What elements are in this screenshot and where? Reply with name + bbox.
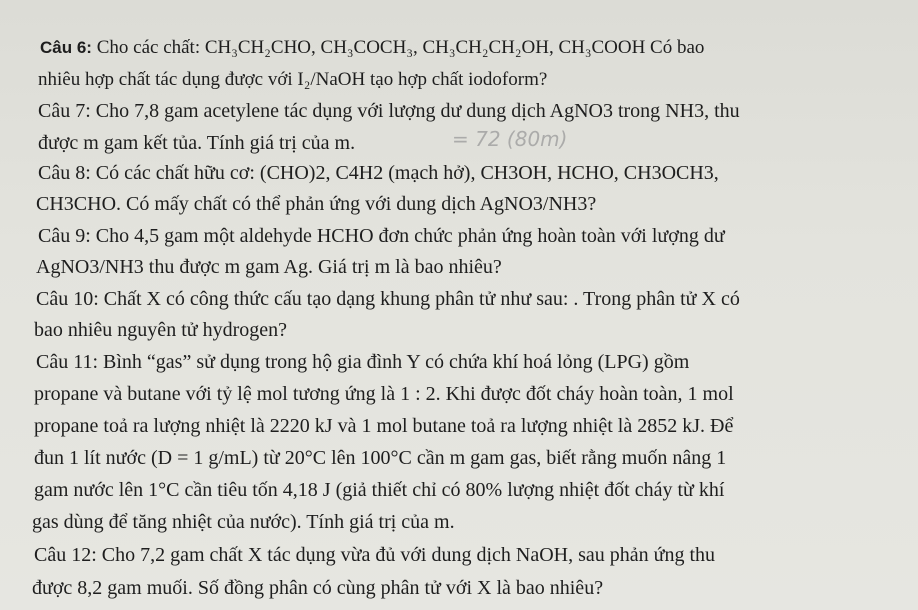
question-11-line-1: Câu 11: Bình “gas” sử dụng trong hộ gia đình Y có chứa khí hoá lỏng (LPG) gồm (36, 351, 690, 373)
question-12-line-1: Câu 12: Cho 7,2 gam chất X tác dụng vừa đủ với dung dịch NaOH, sau phản ứng thu (34, 544, 716, 566)
question-7-line-1: Câu 7: Cho 7,8 gam acetylene tác dụng với lượng dư dung dịch AgNO3 trong NH3, thu (38, 100, 740, 122)
question-11-line-4: đun 1 lít nước (D = 1 g/mL) từ 20°C lên 100°C cần m gam gas, biết rằng muốn nâng 1 (34, 447, 727, 469)
question-11-line-6: gas dùng để tăng nhiệt của nước). Tính giá trị của m. (32, 511, 455, 533)
question-9-line-1: Câu 9: Cho 4,5 gam một aldehyde HCHO đơn chức phản ứng hoàn toàn với lượng dư (38, 225, 725, 247)
question-12-line-2: được 8,2 gam muối. Số đồng phân có cùng phân tử với X là bao nhiêu? (32, 577, 604, 599)
question-11-line-2: propane và butane với tỷ lệ mol tương ứng là 1 : 2. Khi được đốt cháy hoàn toàn, 1 mol (34, 383, 734, 405)
question-7-line-2: được m gam kết tủa. Tính giá trị của m. (38, 132, 356, 154)
question-11-line-5: gam nước lên 1°C cần tiêu tốn 4,18 J (giả thiết chỉ có 80% lượng nhiệt đốt cháy từ khí (34, 479, 725, 501)
question-11-line-3: propane toả ra lượng nhiệt là 2220 kJ và 1 mol butane toả ra lượng nhiệt là 2852 kJ. Để (34, 415, 734, 437)
question-8-line-1: Câu 8: Có các chất hữu cơ: (CHO)2, C4H2 (mạch hở), CH3OH, HCHO, CH3OCH3, (38, 162, 719, 184)
question-8-line-2: CH3CHO. Có mấy chất có thể phản ứng với dung dịch AgNO3/NH3? (36, 193, 597, 215)
question-9-line-2: AgNO3/NH3 thu được m gam Ag. Giá trị m là bao nhiêu? (36, 256, 502, 278)
question-6-label: Câu 6: (40, 38, 92, 57)
question-6-text-1: Cho các chất: CH₃CH₂CHO, CH₃COCH₃, CH₃CH₂CH₂OH, CH₃COOH Có bao (96, 37, 705, 58)
question-10-line-2: bao nhiêu nguyên tử hydrogen? (34, 319, 287, 341)
question-10-line-1: Câu 10: Chất X có công thức cấu tạo dạng khung phân tử như sau: . Trong phân tử X có (36, 288, 740, 310)
handwritten-note: = 72 (80m) (452, 127, 568, 151)
question-6-line-1 (40, 38, 704, 57)
question-6-line-2: nhiêu hợp chất tác dụng được với I₂/NaOH tạo hợp chất iodoform? (38, 69, 548, 90)
